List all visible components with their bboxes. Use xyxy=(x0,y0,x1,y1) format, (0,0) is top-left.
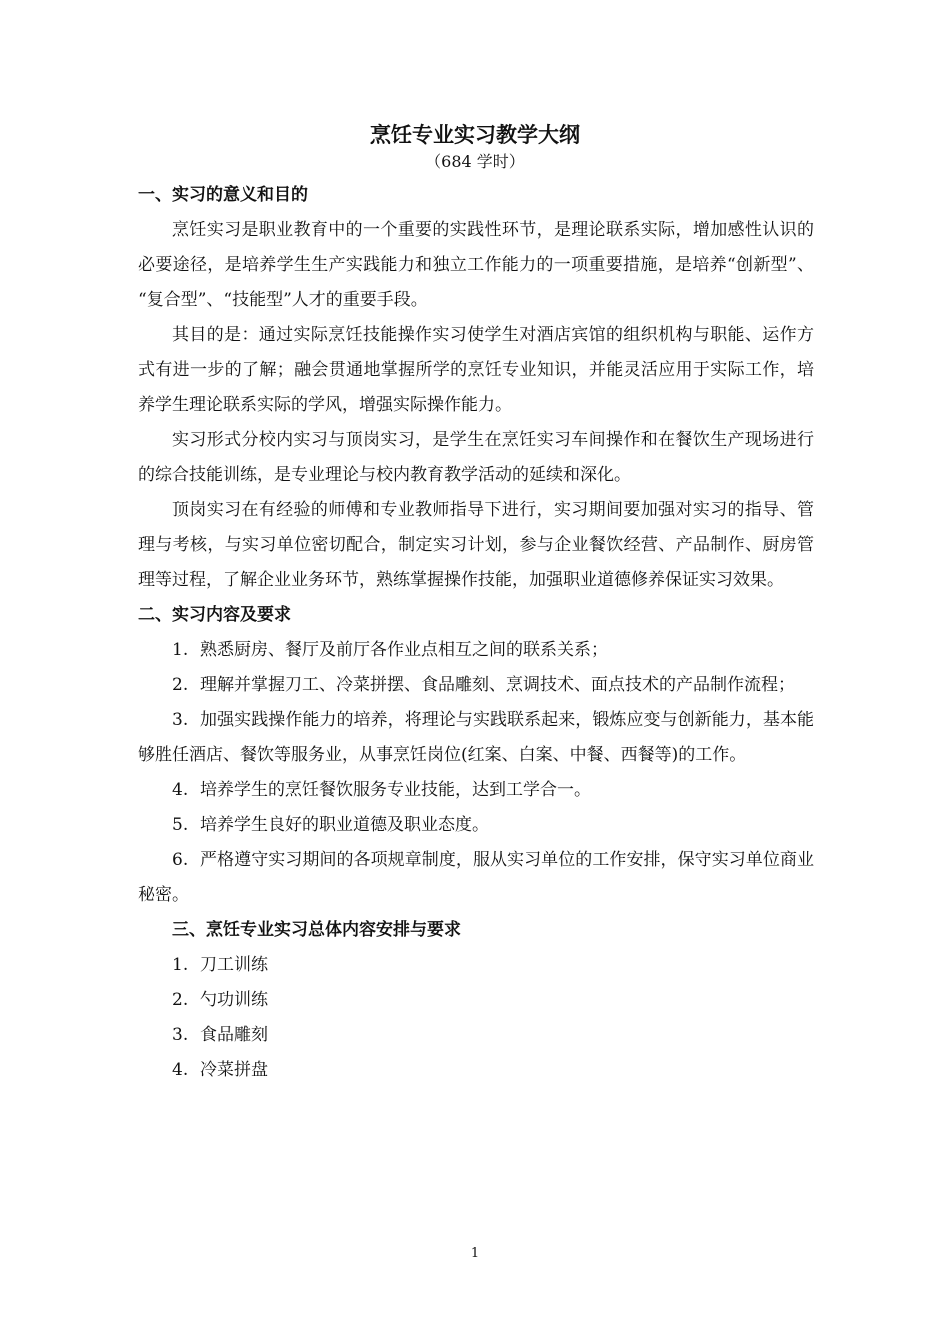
list-item-number: 1. xyxy=(172,955,189,975)
list-item-number: 2. xyxy=(172,675,189,695)
list-item xyxy=(138,633,814,668)
page-number: 1 xyxy=(470,1246,480,1261)
list-item-text: 勺功训练 xyxy=(200,990,268,1010)
list-item-number: 6. xyxy=(172,850,189,870)
section-1-paragraph: 实习形式分校内实习与顶岗实习，是学生在烹饪实习车间操作和在餐饮生产现场进行的综合技能训练，是专业理论与校内教育教学活动的延续和深化。 xyxy=(138,430,814,485)
list-item xyxy=(138,983,814,1018)
section-1-paragraph: 其目的是：通过实际烹饪技能操作实习使学生对酒店宾馆的组织机构与职能、运作方式有进一步的了解；融会贯通地掌握所学的烹饪专业知识，并能灵活应用于实际工作，培养学生理论联系实际的学风，增强实际操作能力。 xyxy=(138,325,814,415)
list-item-text: 熟悉厨房、餐厅及前厅各作业点相互之间的联系关系； xyxy=(200,640,608,660)
list-item-number: 4. xyxy=(172,780,189,800)
list-item xyxy=(138,1018,814,1053)
document-title: 烹饪专业实习教学大纲 xyxy=(370,122,580,147)
list-item-text: 严格遵守实习期间的各项规章制度，服从实习单位的工作安排，保守实习单位商业秘密。 xyxy=(138,850,814,905)
list-item xyxy=(138,1053,814,1088)
list-item xyxy=(138,808,814,843)
list-item-number: 3. xyxy=(172,1025,189,1045)
list-item-text: 理解并掌握刀工、冷菜拼摆、食品雕刻、烹调技术、面点技术的产品制作流程； xyxy=(200,675,795,695)
list-item-text: 培养学生良好的职业道德及职业态度。 xyxy=(200,815,489,835)
list-item xyxy=(138,773,814,808)
section-3-heading: 三、烹饪专业实习总体内容安排与要求 xyxy=(172,920,461,940)
section-1-paragraph: 烹饪实习是职业教育中的一个重要的实践性环节，是理论联系实际，增加感性认识的必要途径，是培养学生生产实践能力和独立工作能力的一项重要措施，是培养“创新型”、 “复合型”、“技能型”人才的重要手段。 xyxy=(138,220,814,310)
list-item-number: 2. xyxy=(172,990,189,1010)
document-subtitle: （684 学时） xyxy=(425,152,525,171)
list-item-text: 食品雕刻 xyxy=(200,1025,268,1045)
section-2-heading: 二、实习内容及要求 xyxy=(138,605,291,625)
list-item-number: 1. xyxy=(172,640,189,660)
list-item xyxy=(138,843,814,913)
list-item-number: 3. xyxy=(172,710,189,730)
list-item-text: 加强实践操作能力的培养，将理论与实践联系起来，锻炼应变与创新能力，基本能够胜任酒店、餐饮等服务业，从事烹饪岗位(红案、白案、中餐、西餐等)的工作。 xyxy=(138,710,814,765)
document-body xyxy=(138,178,814,1088)
list-item-number: 5. xyxy=(172,815,189,835)
list-item-text: 刀工训练 xyxy=(200,955,268,975)
section-1-paragraph: 顶岗实习在有经验的师傅和专业教师指导下进行，实习期间要加强对实习的指导、管理与考核，与实习单位密切配合，制定实习计划，参与企业餐饮经营、产品制作、厨房管理等过程，了解企业业务环节，熟练掌握操作技能，加强职业道德修养保证实习效果。 xyxy=(138,500,814,590)
list-item xyxy=(138,668,814,703)
section-1-heading: 一、实习的意义和目的 xyxy=(138,185,308,205)
list-item xyxy=(138,703,814,773)
list-item-text: 培养学生的烹饪餐饮服务专业技能，达到工学合一。 xyxy=(200,780,591,800)
list-item-text: 冷菜拼盘 xyxy=(200,1060,268,1080)
list-item xyxy=(138,948,814,983)
list-item-number: 4. xyxy=(172,1060,189,1080)
